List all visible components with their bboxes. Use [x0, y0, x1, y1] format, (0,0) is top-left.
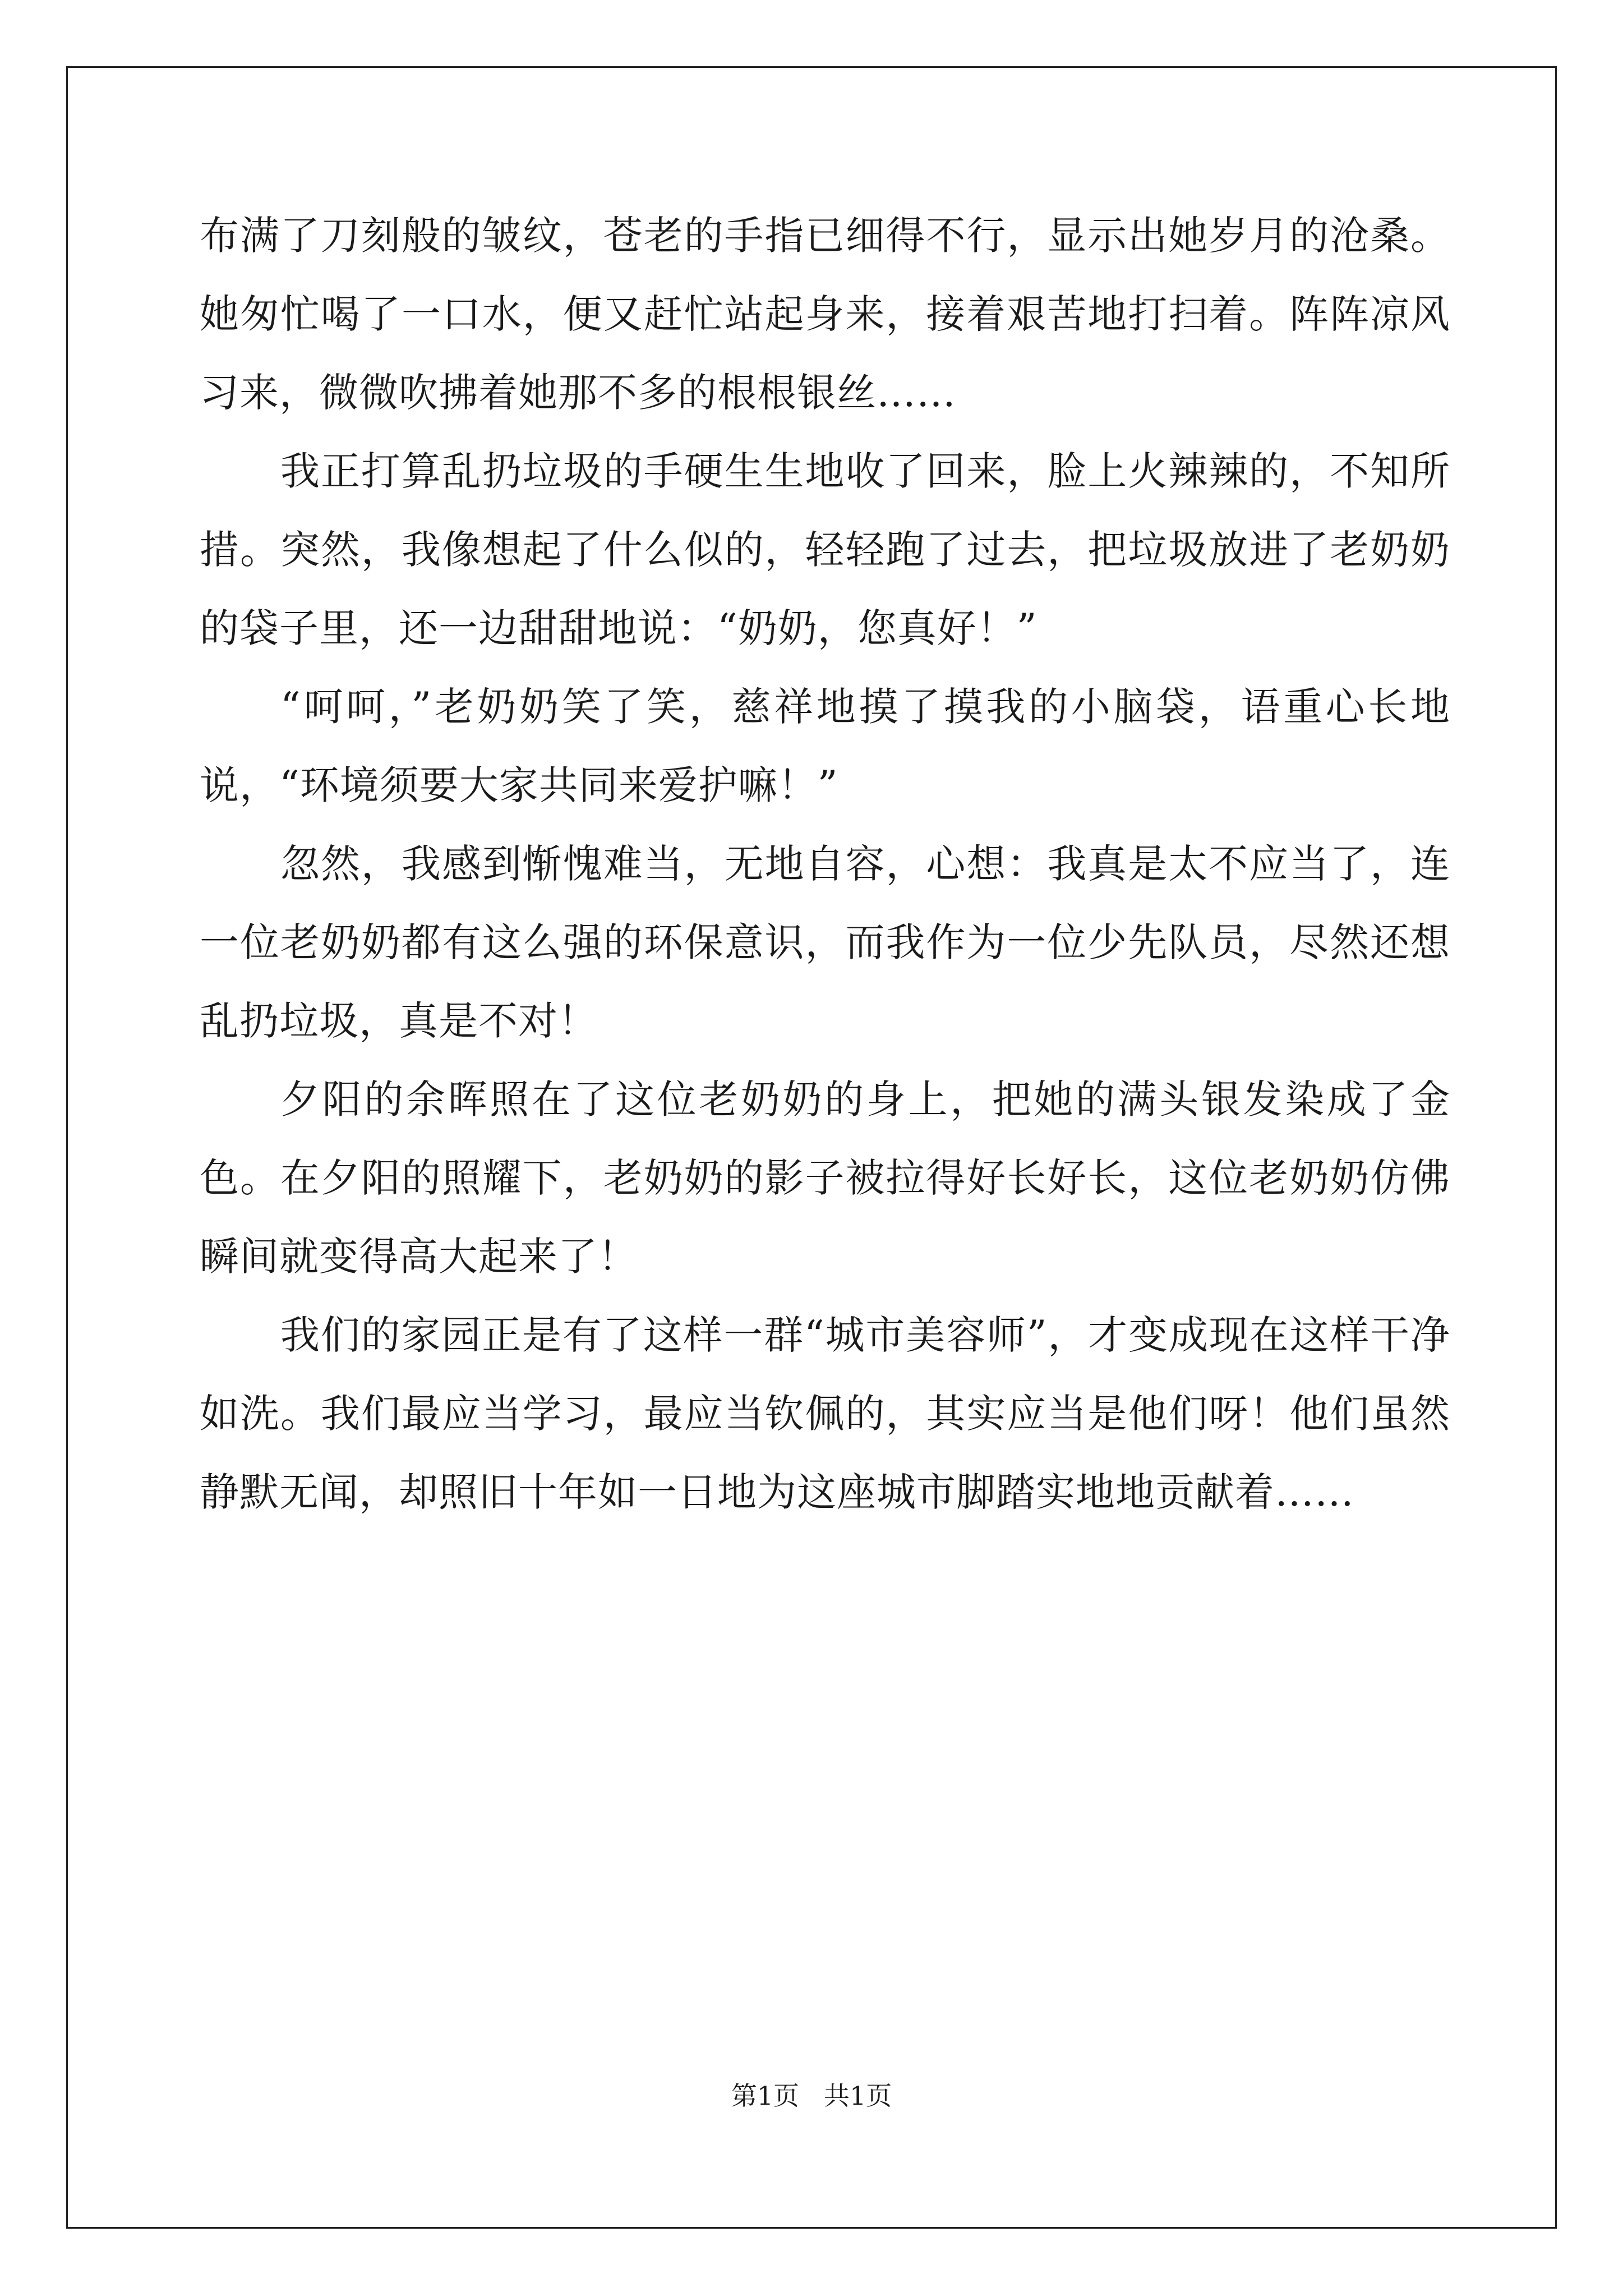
paragraph-5: 夕阳的余晖照在了这位老奶奶的身上，把她的满头银发染成了金色。在夕阳的照耀下，老奶奶的影子被拉得好长好长，这位老奶奶仿佛瞬间就变得高大起来了！	[200, 1076, 1450, 1280]
paragraph-4: 忽然，我感到惭愧难当，无地自容，心想：我真是太不应当了，连一位老奶奶都有这么强的环保意识，而我作为一位少先队员，尽然还想乱扔垃圾，真是不对！	[200, 841, 1450, 1044]
paragraph-2: 我正打算乱扔垃圾的手硬生生地收了回来，脸上火辣辣的，不知所措。突然，我像想起了什么似的，轻轻跑了过去，把垃圾放进了老奶奶的袋子里，还一边甜甜地说：“奶奶，您真好！”	[200, 448, 1450, 651]
paragraph-3: “呵呵，”老奶奶笑了笑，慈祥地摸了摸我的小脑袋，语重心长地说，“环境须要大家共同来爱护嘛！”	[200, 684, 1450, 808]
page-footer	[0, 2076, 1623, 2113]
page-number-total: 共1页	[823, 2081, 892, 2111]
document-body	[200, 196, 1450, 1531]
page-number-current: 第1页	[731, 2081, 800, 2111]
paragraph-1: 布满了刀刻般的皱纹，苍老的手指已细得不行，显示出她岁月的沧桑。她匆忙喝了一口水，便又赶忙站起身来，接着艰苦地打扫着。阵阵凉风习来，微微吹拂着她那不多的根根银丝……	[200, 213, 1450, 416]
paragraph-6: 我们的家园正是有了这样一群“城市美容师”，才变成现在这样干净如洗。我们最应当学习，最应当钦佩的，其实应当是他们呀！他们虽然静默无闻，却照旧十年如一日地为这座城市脚踏实地地贡献着……	[200, 1312, 1450, 1515]
